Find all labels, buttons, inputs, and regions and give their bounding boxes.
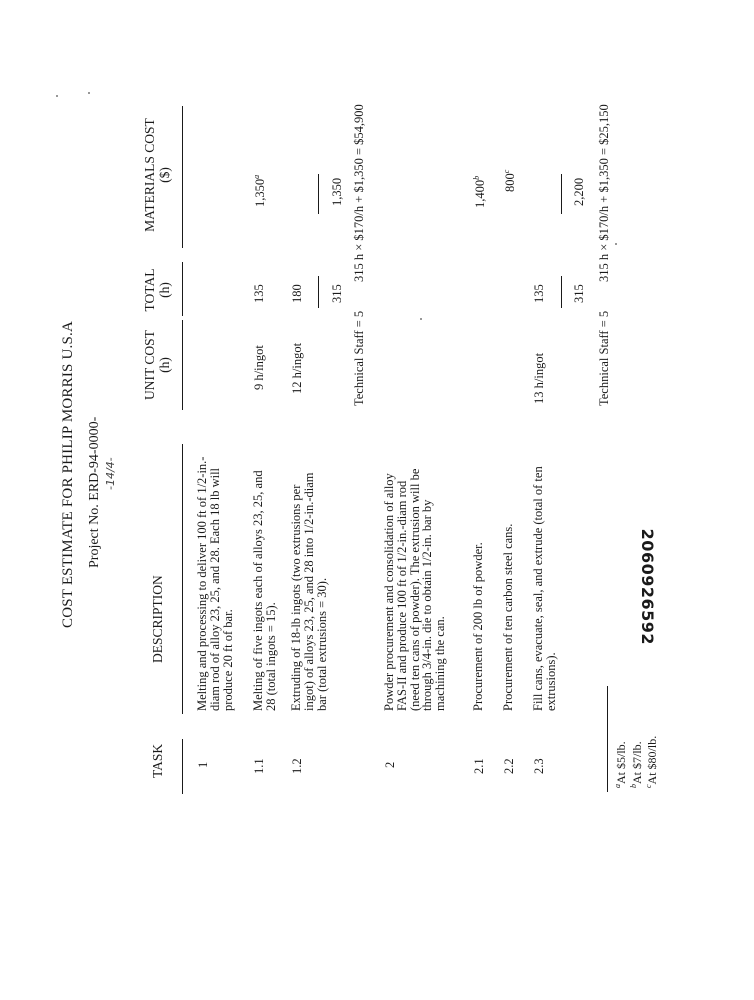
cost-formula: 315 h × $170/h + $1,350 = $54,900	[352, 104, 366, 282]
col-header-unit-cost	[142, 325, 172, 405]
footnotes	[612, 736, 659, 788]
header-rule-description	[182, 444, 183, 714]
task-description: Fill cans, evacuate, seal, and extrude (total of ten extrusions).	[531, 466, 558, 711]
col-header-materials	[142, 110, 172, 240]
header-rule-unit-cost	[182, 320, 183, 410]
materials-cost-value: 1,350	[253, 178, 268, 207]
footnote-text: At $7/lb.	[629, 741, 644, 784]
subtotal-materials: 1,350	[330, 177, 344, 206]
task-id: 1.1	[252, 758, 266, 774]
subtotal-hours: 315	[330, 284, 344, 303]
cost-formula: 315 h × $170/h + $1,350 = $25,150	[597, 104, 611, 282]
task-description: Powder procurement and consolidation of alloy FAS-II and produce 100 ft of 1/2-in.-diam rod (need ten cans of powder). The extrusion will be through 3/4-in. die to obtain 1/2-in. bar by machining the can.	[382, 468, 448, 711]
col-header-description: DESCRIPTION	[150, 575, 165, 663]
page-title: COST ESTIMATE FOR PHILIP MORRIS U.S.A	[60, 320, 76, 628]
technical-staff: Technical Staff = 5	[352, 310, 366, 406]
footnote-mark: c	[502, 169, 511, 174]
col-header-materials-line2: ($)	[157, 167, 172, 183]
footnote-mark: b	[472, 175, 481, 180]
footnote-mark: b	[628, 784, 638, 788]
subtotal-materials: 2,200	[572, 177, 586, 206]
col-header-total-line2: (h)	[157, 282, 172, 298]
materials-cost-value: 1,400	[473, 179, 488, 208]
unit-cost: 13 h/ingot	[532, 352, 546, 404]
footnote-b	[628, 736, 644, 788]
footnote-mark: a	[613, 784, 622, 788]
header-rule-task	[182, 739, 183, 794]
materials-cost	[502, 170, 518, 192]
task-id: 1.2	[290, 758, 304, 774]
footnote-mark: a	[252, 174, 261, 179]
col-header-unit-cost-line2: (h)	[157, 357, 172, 373]
footnote-c	[643, 736, 659, 788]
materials-cost	[472, 176, 488, 208]
header-rule-materials	[182, 106, 183, 248]
task-id: 2	[383, 761, 397, 768]
col-header-unit-cost-line1: UNIT COST	[142, 330, 157, 400]
unit-cost: 12 h/ingot	[290, 342, 304, 394]
col-header-task: TASK	[150, 743, 165, 778]
header-rule-total	[182, 262, 183, 316]
col-header-total-line1: TOTAL	[142, 268, 157, 312]
col-header-total	[142, 265, 172, 315]
task-description: Extruding of 18-lb ingots (two extrusions per ingot) of alloys 23, 25, and 28 into 1/2-in.-diam bar (total extrusions = 30).	[289, 472, 329, 711]
task-id: 2.1	[472, 758, 486, 774]
task-id: 1	[196, 761, 210, 768]
subtotal-rule-materials	[318, 174, 319, 214]
materials-cost-value: 800	[503, 173, 518, 192]
footnote-mark: c	[644, 784, 653, 788]
technical-staff: Technical Staff = 5	[597, 310, 611, 406]
task-id: 2.2	[502, 758, 516, 774]
task-description: Melting and processing to deliver 100 ft of 1/2-in.-diam rod of alloy 23, 25, and 28. Each 18 lb will produce 20 ft of bar.	[195, 456, 235, 711]
unit-cost: 9 h/ingot	[252, 345, 266, 390]
scan-speck	[420, 318, 422, 320]
subtotal-rule-total	[561, 276, 562, 308]
col-header-materials-line1: MATERIALS COST	[142, 118, 157, 232]
task-description: Procurement of 200 lb of powder.	[471, 542, 485, 711]
scan-speck	[615, 243, 617, 245]
subtotal-hours: 315	[572, 284, 586, 303]
subtotal-rule-total	[318, 276, 319, 308]
scan-speck	[56, 95, 58, 97]
handwritten-annotation: -14/4-	[104, 457, 117, 490]
scan-speck	[88, 92, 90, 94]
total-hours: 135	[252, 284, 266, 303]
task-description: Melting of five ingots each of alloys 23, 25, and 28 (total ingots = 15).	[251, 470, 278, 711]
footnote-text: At $80/lb.	[645, 735, 659, 785]
project-number: Project No. ERD-94-0000-	[87, 416, 102, 568]
subtotal-rule-materials	[561, 174, 562, 214]
task-description: Procurement of ten carbon steel cans.	[501, 523, 515, 711]
total-hours: 180	[290, 284, 304, 303]
materials-cost	[252, 175, 268, 207]
footnote-rule	[607, 686, 608, 792]
document-number: 2060926592	[638, 528, 657, 645]
footnote-text: At $5/lb.	[614, 741, 628, 784]
footnote-a	[612, 736, 628, 788]
task-id: 2.3	[532, 758, 546, 774]
total-hours: 135	[532, 284, 546, 303]
